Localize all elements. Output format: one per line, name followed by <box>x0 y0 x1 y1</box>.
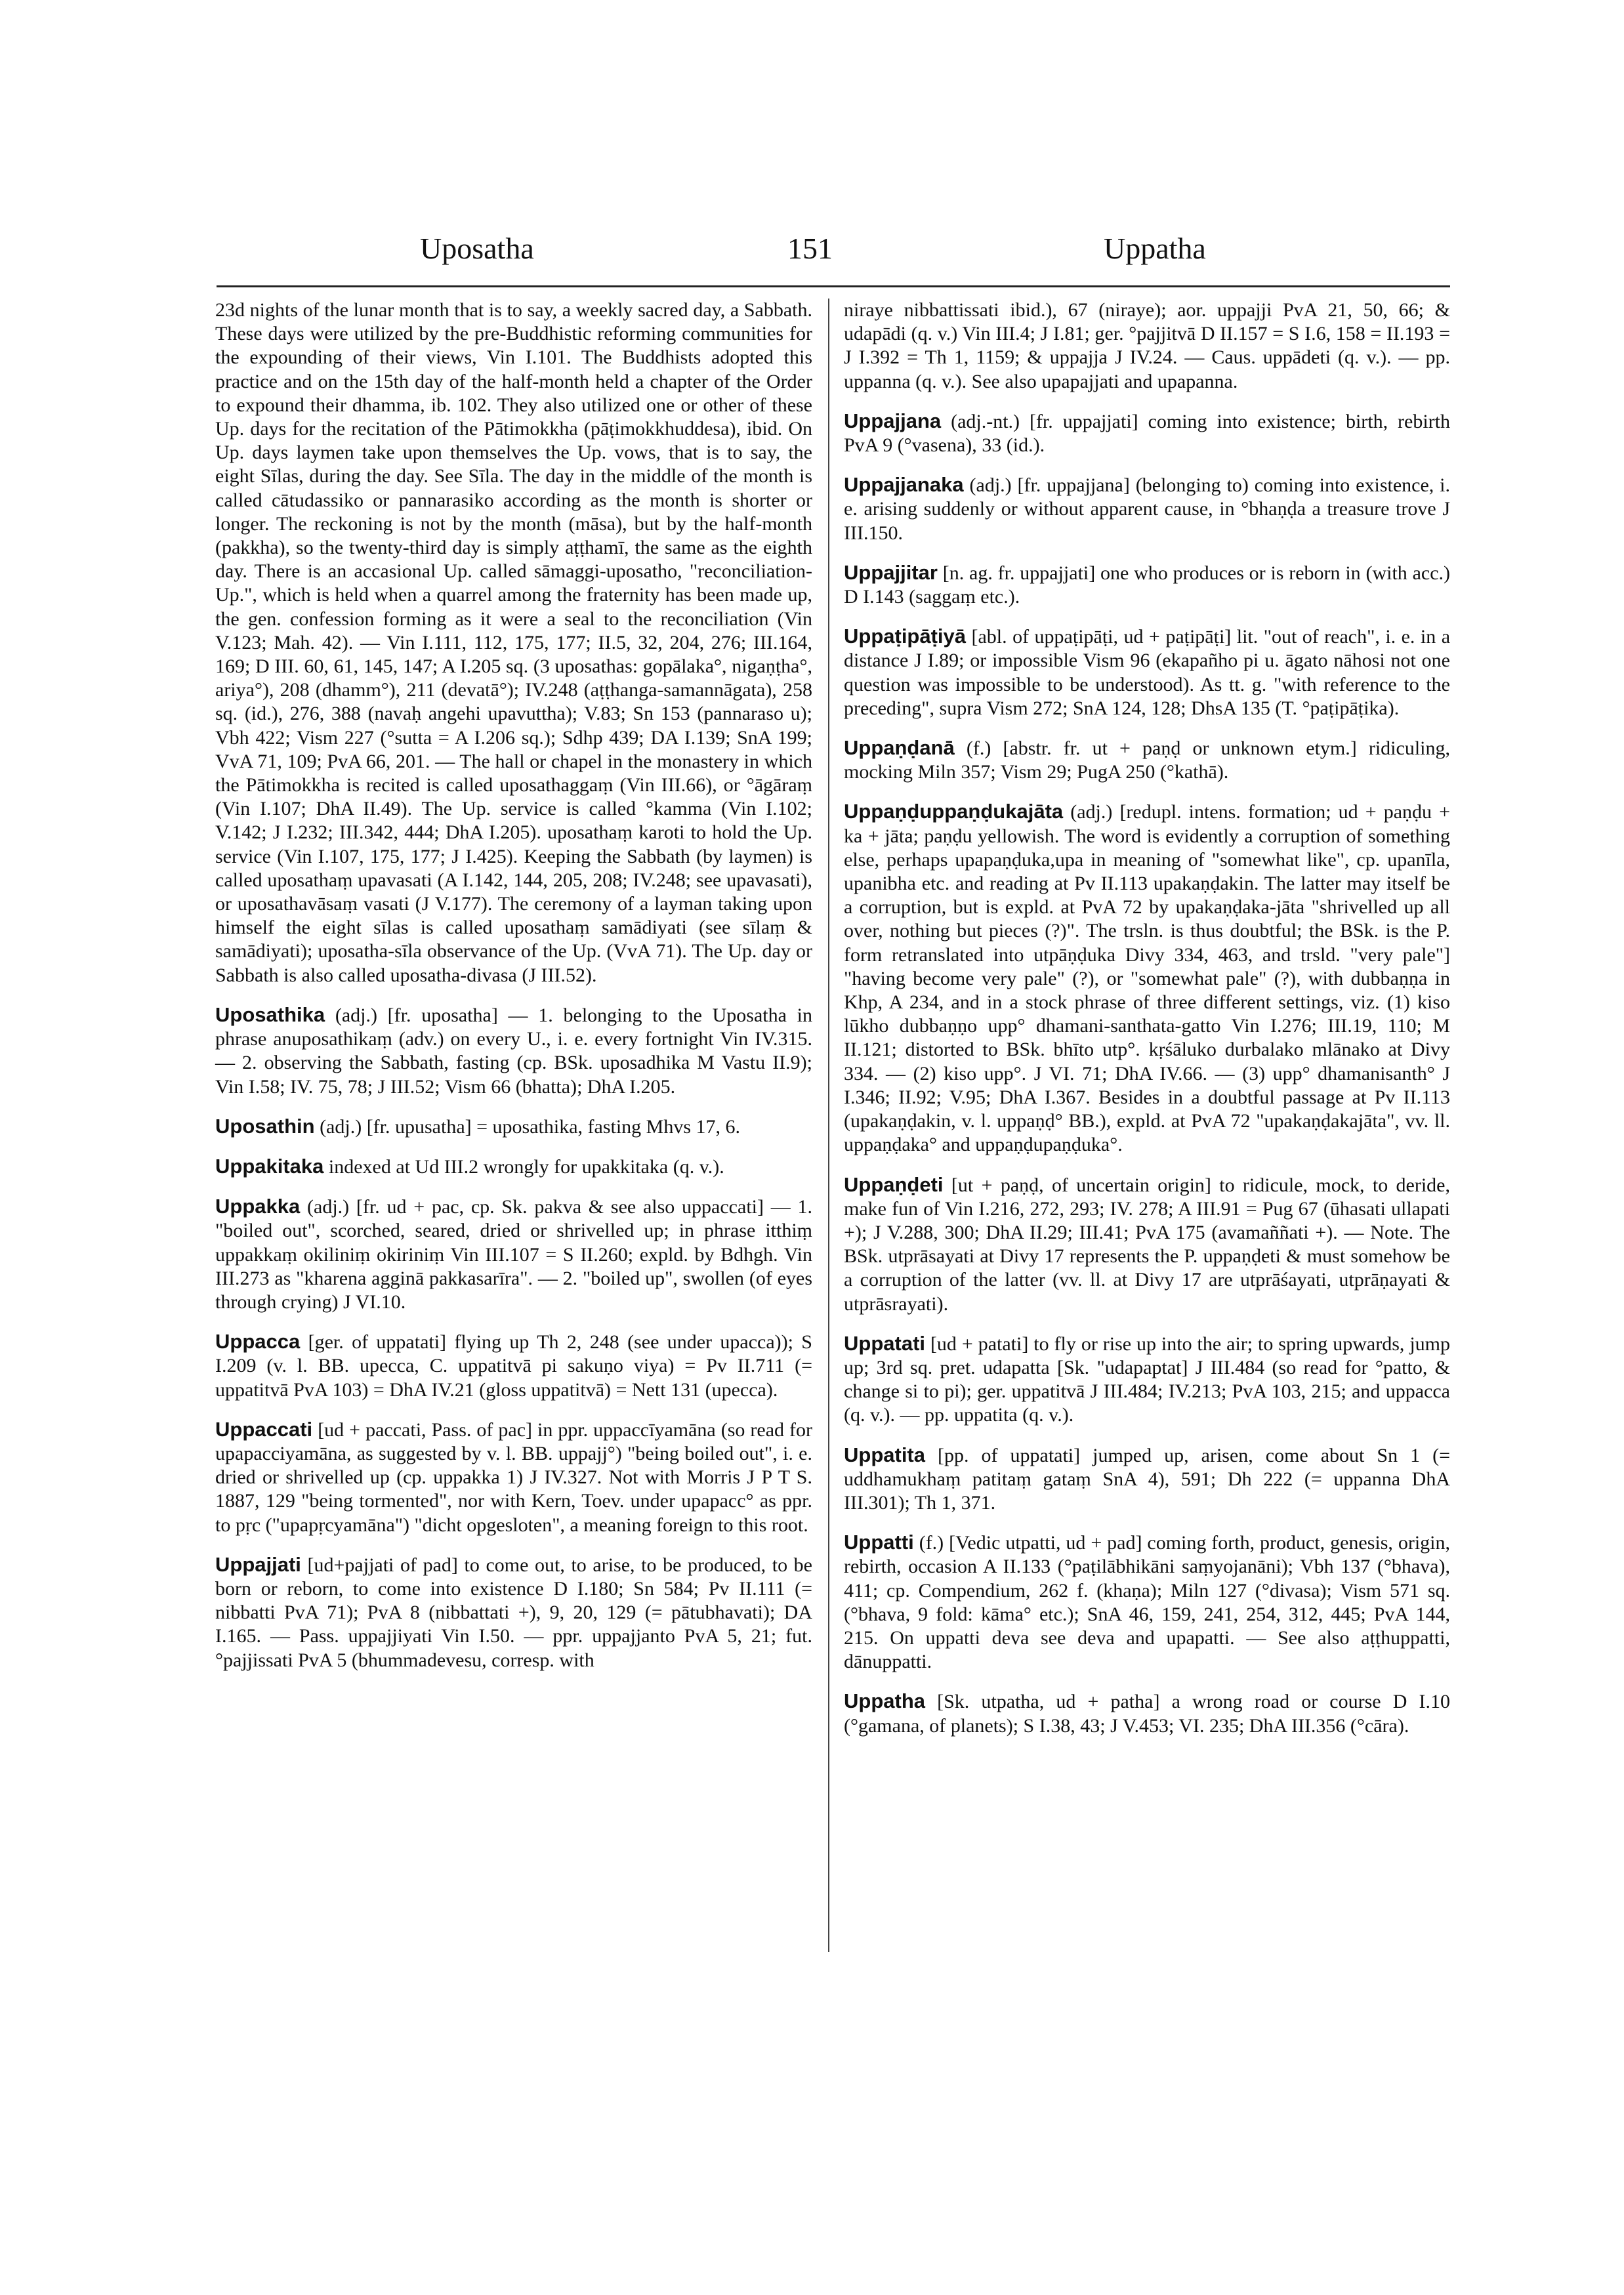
headword: Uppaṇḍuppaṇḍukajāta <box>844 800 1064 823</box>
headword: Uppaṇḍanā <box>844 736 955 760</box>
header-rule <box>217 285 1450 287</box>
entry-body: [ut + paṇḍ, of uncertain origin] to ridicule, mock, to deride, make fun of Vin I.216, 272, 293; IV. 278; A III.91 = Pug 67 (ūhasati ullapati +); J V.288, 300; DhA II.29; III.41; PvA 175 (avamaññati +). — Note. The BSk. utprāsayati at Divy 17 represents the P. uppaṇḍeti & must somehow be a corruption of the latter (vv. ll. at Divy 17 are utprāśayati, utprāṇayati & utprāsrayati). <box>844 1174 1450 1315</box>
entry-uppanduppandukajata <box>844 800 1450 1157</box>
headword: Uppajjitar <box>844 560 938 584</box>
headword: Uppatita <box>844 1443 925 1466</box>
entry-uppatati <box>844 1332 1450 1428</box>
entry-uppatti <box>844 1531 1450 1674</box>
entry-uppatipatiya <box>844 625 1450 720</box>
entry-body: [Sk. utpatha, ud + patha] a wrong road or course D I.10 (°gamana, of planets); S I.38, 43; J V.453; VI. 235; DhA III.356 (°cāra). <box>844 1691 1450 1737</box>
entry-uppakitaka <box>215 1155 812 1179</box>
headword: Uppajjanaka <box>844 473 964 497</box>
headword: Uppajjana <box>844 409 942 432</box>
headword: Uppajjati <box>215 1552 301 1576</box>
running-head-right: Uppatha <box>1104 232 1206 265</box>
entry-body: [abl. of uppaṭipāṭi, ud + paṭipāṭi] lit. "out of reach", i. e. in a distance J I.89; or impossible Vism 96 (ekapañho pi u. āgato nāhosi not one question was impossible to be understood). As tt. g. "with reference to the preceding", supra Vism 272; SnA 124, 128; DhsA 135 (T. °paṭipāṭika). <box>844 626 1451 719</box>
headword: Uppatti <box>844 1531 914 1554</box>
entry-body: (adj.) [fr. ud + pac, cp. Sk. pakva & see also uppaccati] — 1. "boiled out", scorched, seared, dried or shrivelled up; in phrase itthiṃ uppakkaṃ okiliniṃ okiriniṃ Vin III.107 = S II.260; expld. by Bdhgh. Vin III.273 as "kharena agginā pakkasarīra". — 2. "boiled up", swollen (of eyes through crying) J VI.10. <box>215 1196 813 1313</box>
entry-body: [n. ag. fr. uppajjati] one who produces or is reborn in (with acc.) D I.143 (saggaṃ etc.). <box>844 562 1451 608</box>
entry-body: (adj.) [fr. uposatha] — 1. belonging to the Uposatha in phrase anuposathikaṃ (adv.) on every U., i. e. every fortnight Vin IV.315. — 2. observing the Sabbath, fasting (cp. BSk. uposadhika M Vastu II.9); Vin I.58; IV. 75, 78; J III.52; Vism 66 (bhatta); DhA I.205. <box>215 1004 812 1098</box>
headword: Uppaccati <box>215 1417 313 1441</box>
entry-body: (adj.) [fr. uppajjana] (belonging to) coming into existence, i. e. arising suddenly or without apparent cause, in °bhaṇḍa a treasure trove J III.150. <box>844 474 1451 544</box>
running-head-left: Uposatha <box>420 232 534 265</box>
column-divider <box>828 299 829 1952</box>
entry-body: (f.) [Vedic utpatti, ud + pad] coming forth, product, genesis, origin, rebirth, occasion A II.133 (°paṭilābhikāni saṃyojanāni); Vbh 137 (°bhava), 411; cp. Compendium, 262 f. (khaṇa); Miln 127 (°divasa); Vism 571 sq. (°bhava, 9 fold: kāma° etc.); SnA 46, 159, 241, 254, 312, 445; PvA 144, 215. On uppatti deva see deva and upapatti. — See also aṭṭhuppatti, dānuppatti. <box>844 1532 1450 1673</box>
page-number: 151 <box>787 232 833 265</box>
entry-body: [ger. of uppatati] flying up Th 2, 248 (see under upacca)); S I.209 (v. l. BB. upecca, C. uppatitvā pi sakuṇo viya) = Pv II.711 (= uppatitvā PvA 103) = DhA IV.21 (gloss uppatitvā) = Nett 131 (upecca). <box>215 1331 812 1401</box>
entry-uposathin <box>215 1115 812 1139</box>
entry-body: [pp. of uppatati] jumped up, arisen, come about Sn 1 (= uddhamukhaṃ patitaṃ gataṃ SnA 4), 591; Dh 222 (= uppanna DhA III.301); Th 1, 371. <box>844 1444 1451 1514</box>
entry-body: indexed at Ud III.2 wrongly for upakkitaka (q. v.). <box>328 1155 724 1178</box>
entry-uppandana <box>844 736 1450 784</box>
entry-uppajjana <box>844 409 1450 457</box>
entry-uppajjanaka <box>844 473 1450 545</box>
right-column <box>844 299 1450 1754</box>
entry-body: [ud+pajjati of pad] to come out, to arise, to be produced, to be born or reborn, to come into existence D I.180; Sn 584; Pv II.111 (= nibbatti PvA 71); PvA 8 (nibbattati +), 9, 20, 129 (= pātubhavati); DA I.165. — Pass. uppajjiyati Vin I.50. — ppr. uppajjanto PvA 5, 21; fut. °pajjissati PvA 5 (bhummadevesu, corresp. with <box>215 1554 812 1671</box>
entry-uppaccati <box>215 1418 812 1537</box>
entry-uppatha <box>844 1689 1450 1737</box>
entry-uposathika <box>215 1003 812 1099</box>
entry-uppandeti <box>844 1173 1450 1316</box>
headword: Uppakka <box>215 1195 301 1218</box>
left-continuation-text: 23d nights of the lunar month that is to say, a weekly sacred day, a Sabbath. These days were utilized by the pre-Buddhistic reforming communities for the expounding of their views, Vin I.101. The Buddhists adopted this practice and on the 15th day of the half-month held a chapter of the Order to expound their dhamma, ib. 102. They also utilized one or other of these Up. days for the recitation of the Pātimokkha (pāṭimokkhuddesa), ibid. On Up. days laymen take upon themselves the Up. vows, that is to say, the eight Sīlas, during the day. See Sīla. The day in the middle of the month is called cātudassiko or pannarasiko according as the month is shorter or longer. The reckoning is not by the month (māsa), but by the half-month (pakkha), so the twenty-third day is simply aṭṭhamī, the same as the eighth day. There is an accasional Up. called sāmaggi-uposatho, "reconciliation-Up.", which is held when a quarrel among the fraternity has been made up, the gen. confession forming as it were a seal to the reconciliation (Vin V.123; Mah. 42). — Vin I.111, 112, 175, 177; II.5, 32, 204, 276; III.164, 169; D III. 60, 61, 145, 147; A I.205 sq. (3 uposathas: gopālaka°, nigaṇṭha°, ariya°), 208 (dhamm°), 211 (devatā°); IV.248 (aṭṭhanga-samannāgata), 258 sq. (id.), 276, 388 (navaḥ angehi upavuttha); V.83; Sn 153 (pannaraso u); Vbh 422; Vism 227 (°sutta = A I.206 sq.); Sdhp 439; DA I.139; SnA 199; VvA 71, 109; PvA 66, 201. — The hall or chapel in the monastery in which the Pātimokkha is recited is called uposathaggaṃ (Vin III.66), or °āgāraṃ (Vin I.107; DhA II.49). The Up. service is called °kamma (Vin I.102; V.142; J I.232; III.342, 444; DhA I.205). uposathaṃ karoti to hold the Up. service (Vin I.107, 175, 177; J I.425). Keeping the Sabbath (by laymen) is called uposathaṃ upavasati (A I.142, 144, 205, 208; IV.248; see upavasati), or uposathavāsaṃ vasati (J V.177). The ceremony of a layman taking upon himself the eight sīlas is called uposathaṃ samādiyati (see sīlaṃ & samādiyati); uposatha-sīla observance of the Up. (VvA 71). The Up. day or Sabbath is also called uposatha-divasa (J III.52). <box>215 299 812 986</box>
entry-body: [ud + patati] to fly or rise up into the air; to spring upwards, jump up; 3rd sq. pret. udapatta [Sk. "udapaptat] J III.484 (so read for °patto, & change si to pi); ger. uppatitvā J III.484; IV.213; PvA 103, 215; and uppacca (q. v.). — pp. uppatita (q. v.). <box>844 1333 1450 1426</box>
left-column <box>215 299 812 1688</box>
headword: Uppakitaka <box>215 1154 324 1178</box>
entry-uppacca <box>215 1330 812 1402</box>
headword: Uposathin <box>215 1114 315 1138</box>
headword: Uppatati <box>844 1331 925 1355</box>
entry-uppajjati <box>215 1553 812 1672</box>
entry-uppajjitar <box>844 561 1450 609</box>
headword: Uppacca <box>215 1330 301 1354</box>
entry-body: [ud + paccati, Pass. of pac] in ppr. uppaccīyamāna (so read for upapacciyamāna, as suggested by v. l. BB. uppajj°) "being boiled out", i. e. dried or shrivelled up (cp. uppakka 1) J IV.327. Not with Morris J P T S. 1887, 129 "being tormented", nor with Kern, Toev. under upapacc° as ppr. to pṛc ("upapṛcyamāna") "dicht opgesloten", a meaning foreign to this root. <box>215 1418 813 1536</box>
headword: Uppatha <box>844 1689 925 1713</box>
entry-body: (adj.-nt.) [fr. uppajjati] coming into existence; birth, rebirth PvA 9 (°vasena), 33 (id.). <box>844 410 1450 457</box>
page-header <box>217 231 1450 277</box>
entry-body: (adj.) [fr. upusatha] = uposathika, fasting Mhvs 17, 6. <box>320 1115 741 1138</box>
entry-body: (adj.) [redupl. intens. formation; ud + paṇḍu + ka + jāta; paṇḍu yellowish. The word is evidently a corruption of something else, perhaps upapaṇḍuka,upa in meaning of "somewhat like", cp. upanīla, upanibha etc. and reading at Pv II.113 upakaṇḍakin. The latter may itself be a corruption, but is expld. at PvA 72 by upakaṇḍaka-jāta "shrivelled up all over, nothing but pieces (?)". The trsln. is thus doubtful; the BSk. is the P. form retranslated into utpāṇḍuka Divy 334, 463, and trsld. "very pale"] "having become very pale" (?), or "somewhat pale" (?), with dubbaṇṇa in Khp, A 234, and in a stock phrase of three different settings, viz. (1) kiso lūkho dubbaṇṇo upp° dhamani-santhata-gatto Vin I.276; III.19, 110; M II.121; distorted to BSk. bhīto utp°. kṛśāluko durbalako mlānako at Divy 334. — (2) kiso upp°. J VI. 71; DhA IV.66. — (3) upp° dhamanisanth° J I.346; II.92; V.95; DhA I.367. Besides in a doubtful passage at Pv II.113 (upakaṇḍakin, v. l. uppaṇḍ° BB.), expld. at PvA 72 "upakaṇḍakajāta", vv. ll. uppaṇḍaka° and uppaṇḍupaṇḍuka°. <box>844 801 1451 1156</box>
headword: Uposathika <box>215 1003 325 1026</box>
entry-uppatita <box>844 1443 1450 1516</box>
headword: Uppaṇḍeti <box>844 1172 944 1196</box>
headword: Uppaṭipāṭiyā <box>844 625 967 648</box>
entry-uppakka <box>215 1195 812 1314</box>
entry-body: (f.) [abstr. fr. ut + paṇḍ or unknown etym.] ridiculing, mocking Miln 357; Vism 29; PugA 250 (°kathā). <box>844 737 1450 783</box>
right-continuation-text: niraye nibbattissati ibid.), 67 (niraye); aor. uppajji PvA 21, 50, 66; & udapādi (q. v.) Vin III.4; J I.81; ger. °pajjitvā D II.157 = S I.6, 158 = II.193 = J I.392 = Th 1, 1159; & uppajja J IV.24. — Caus. uppādeti (q. v.). — pp. uppanna (q. v.). See also upapajjati and upapanna. <box>844 299 1450 392</box>
